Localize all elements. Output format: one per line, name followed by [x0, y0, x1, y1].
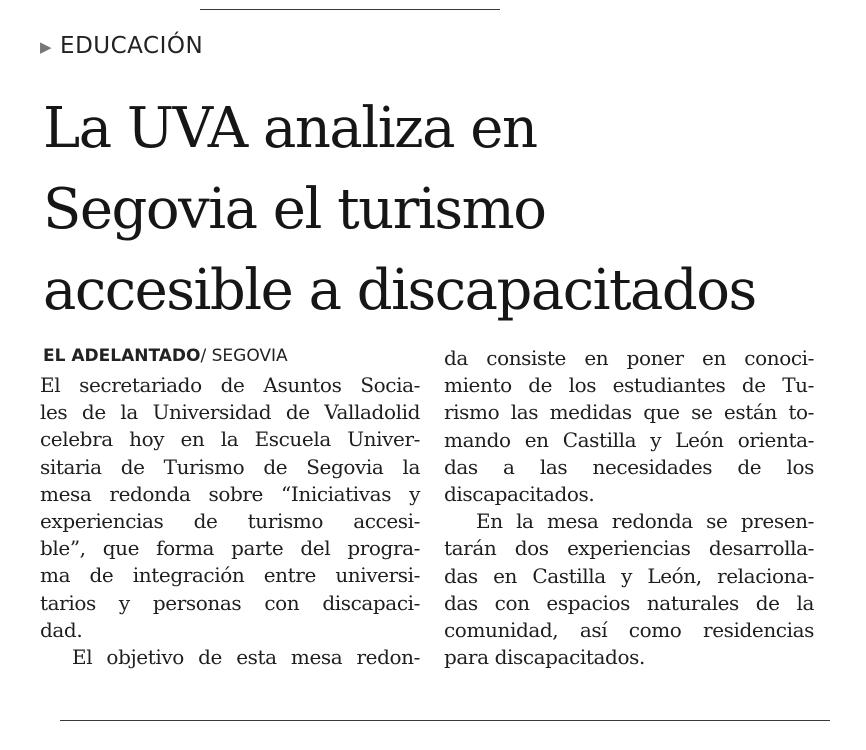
headline-line: accesible a discapacitados	[43, 258, 756, 323]
body-line: experiencias de turismo accesi-	[40, 509, 420, 534]
body-line: El objetivo de esta mesa redon-	[72, 645, 420, 670]
body-line: da consiste en poner en conoci-	[444, 346, 814, 370]
body-line: tarios y personas con discapaci-	[40, 590, 420, 615]
body-line: tarán dos experiencias desarrolla-	[444, 536, 814, 561]
top-rule	[200, 9, 500, 10]
body-line: En la mesa redonda se presen-	[476, 509, 814, 534]
section-title: EDUCACIÓN	[60, 33, 204, 59]
body-line: dad.	[40, 617, 83, 642]
section-label	[40, 33, 203, 59]
byline-location: SEGOVIA	[211, 346, 288, 366]
body-line: mando en Castilla y León orienta-	[444, 427, 814, 452]
bottom-rule	[60, 720, 830, 721]
body-line: rismo las medidas que se están to-	[444, 400, 814, 425]
headline-line: La UVA analiza en	[43, 96, 537, 161]
arrow-right-icon: ▶	[40, 37, 53, 56]
headline-line: Segovia el turismo	[43, 177, 546, 242]
body-line: ble”, que forma parte del progra-	[40, 536, 420, 561]
article-column-left	[40, 372, 420, 671]
body-line: das con espacios naturales de la	[444, 590, 814, 615]
byline-agency: EL ADELANTADO	[43, 346, 201, 366]
body-line: les de la Universidad de Valladolid	[40, 400, 420, 425]
body-line: sitaria de Turismo de Segovia la	[40, 454, 420, 479]
body-line: discapacitados.	[444, 482, 595, 507]
body-line: El secretariado de Asuntos Socia-	[40, 373, 420, 397]
body-line: ma de integración entre universi-	[40, 563, 420, 588]
byline	[43, 346, 288, 366]
body-line: das en Castilla y León, relaciona-	[444, 563, 814, 588]
body-line: miento de los estudiantes de Tu-	[444, 373, 814, 398]
headline	[43, 88, 833, 331]
body-line: mesa redonda sobre “Iniciativas y	[40, 481, 420, 506]
body-line: para discapacitados.	[444, 645, 645, 670]
body-line: comunidad, así como residencias	[444, 618, 814, 643]
byline-separator: /	[200, 346, 207, 366]
body-line: das a las necesidades de los	[444, 454, 814, 479]
body-line: celebra hoy en la Escuela Univer-	[40, 427, 420, 452]
article-column-right	[444, 345, 814, 671]
